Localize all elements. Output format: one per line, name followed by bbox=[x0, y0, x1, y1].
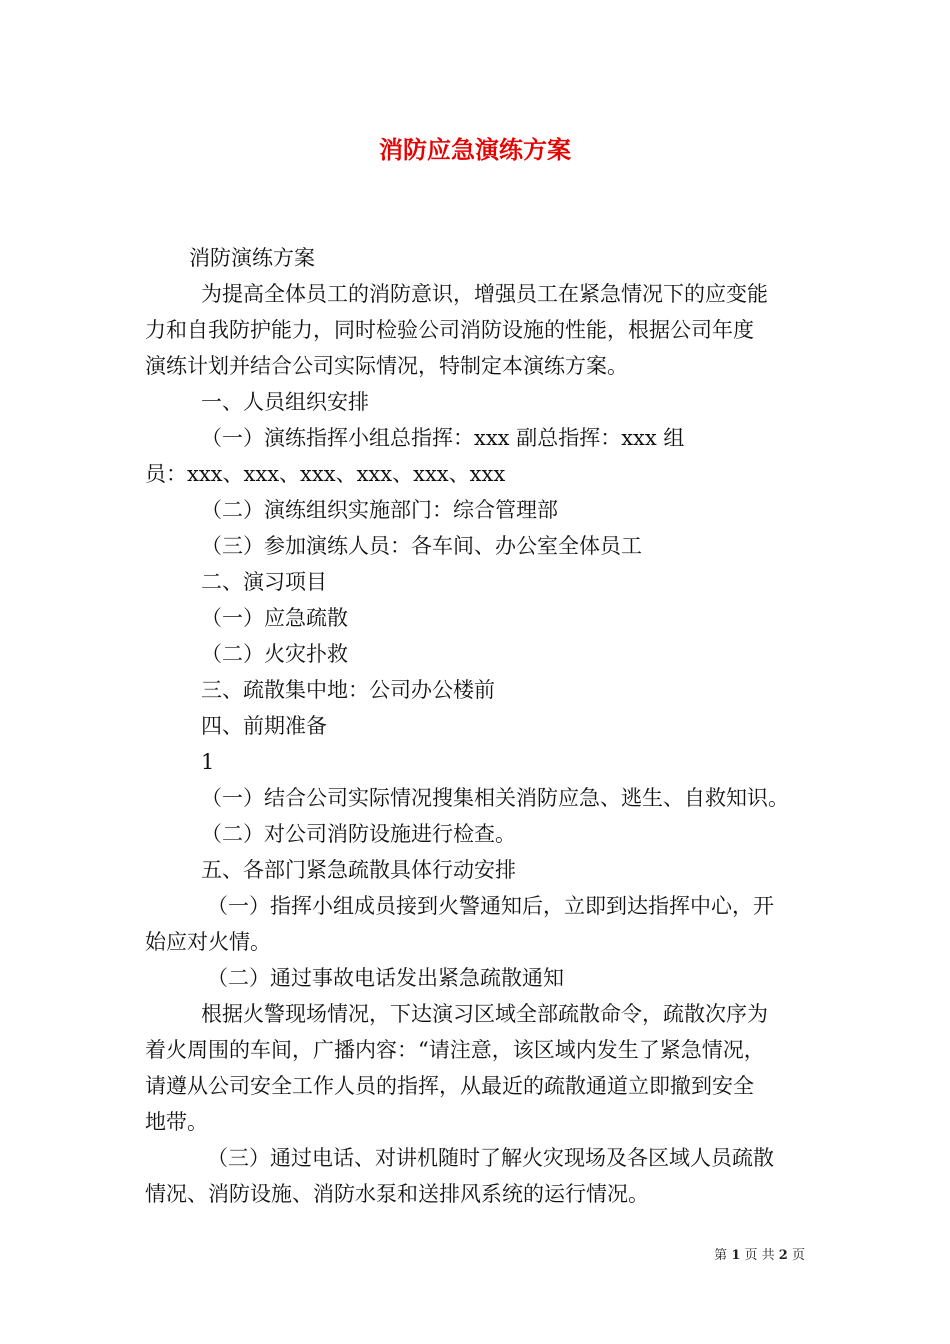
intro-line-2: 力和自我防护能力，同时检验公司消防设施的性能，根据公司年度 bbox=[145, 318, 754, 342]
section-5-item-3-cont: 情况、消防设施、消防水泵和送排风系统的运行情况。 bbox=[145, 1182, 649, 1206]
section-5-item-2: （二）通过事故电话发出紧急疏散通知 bbox=[207, 966, 564, 990]
section-4-item-2: （二）对公司消防设施进行检查。 bbox=[201, 822, 516, 846]
section-1-item-2: （二）演练组织实施部门：综合管理部 bbox=[201, 498, 558, 522]
section-1-item-3: （三）参加演练人员：各车间、办公室全体员工 bbox=[201, 534, 642, 558]
section-heading-5: 五、各部门紧急疏散具体行动安排 bbox=[201, 858, 516, 882]
section-heading-3: 三、疏散集中地：公司办公楼前 bbox=[201, 678, 495, 702]
footer-page-total: 2 bbox=[778, 1248, 788, 1263]
document-body bbox=[145, 240, 810, 1212]
document-title: 消防应急演练方案 bbox=[379, 135, 571, 164]
section-1-item-1-cont: 员：xxx、xxx、xxx、xxx、xxx、xxx bbox=[145, 462, 506, 486]
section-4-number: 1 bbox=[201, 750, 215, 774]
intro-line-1: 为提高全体员工的消防意识，增强员工在紧急情况下的应变能 bbox=[201, 282, 768, 306]
section-heading-1: 一、人员组织安排 bbox=[201, 390, 369, 414]
section-heading-2: 二、演习项目 bbox=[201, 570, 327, 594]
footer-middle: 页 共 bbox=[744, 1248, 775, 1263]
page-footer bbox=[714, 1247, 805, 1265]
broadcast-line-1: 根据火警现场情况，下达演习区域全部疏散命令，疏散次序为 bbox=[201, 1002, 768, 1026]
section-heading-4: 四、前期准备 bbox=[201, 714, 327, 738]
broadcast-line-3: 请遵从公司安全工作人员的指挥，从最近的疏散通道立即撤到安全 bbox=[145, 1074, 754, 1098]
section-5-item-1: （一）指挥小组成员接到火警通知后，立即到达指挥中心，开 bbox=[207, 894, 774, 918]
section-2-item-2: （二）火灾扑救 bbox=[201, 642, 348, 666]
intro-line-3: 演练计划并结合公司实际情况，特制定本演练方案。 bbox=[145, 354, 628, 378]
section-5-item-1-cont: 始应对火情。 bbox=[145, 930, 271, 954]
section-2-item-1: （一）应急疏散 bbox=[201, 606, 348, 630]
broadcast-line-2: 着火周围的车间，广播内容：“请注意，该区域内发生了紧急情况， bbox=[145, 1038, 765, 1062]
broadcast-line-4: 地带。 bbox=[145, 1110, 208, 1134]
section-5-item-3: （三）通过电话、对讲机随时了解火灾现场及各区域人员疏散 bbox=[207, 1146, 774, 1170]
subtitle: 消防演练方案 bbox=[189, 246, 315, 270]
footer-suffix: 页 bbox=[791, 1248, 805, 1263]
section-4-item-1: （一）结合公司实际情况搜集相关消防应急、逃生、自救知识。 bbox=[201, 786, 789, 810]
footer-page-current: 1 bbox=[731, 1248, 741, 1263]
footer-prefix: 第 bbox=[714, 1248, 728, 1263]
section-1-item-1: （一）演练指挥小组总指挥：xxx 副总指挥：xxx 组 bbox=[201, 426, 685, 450]
